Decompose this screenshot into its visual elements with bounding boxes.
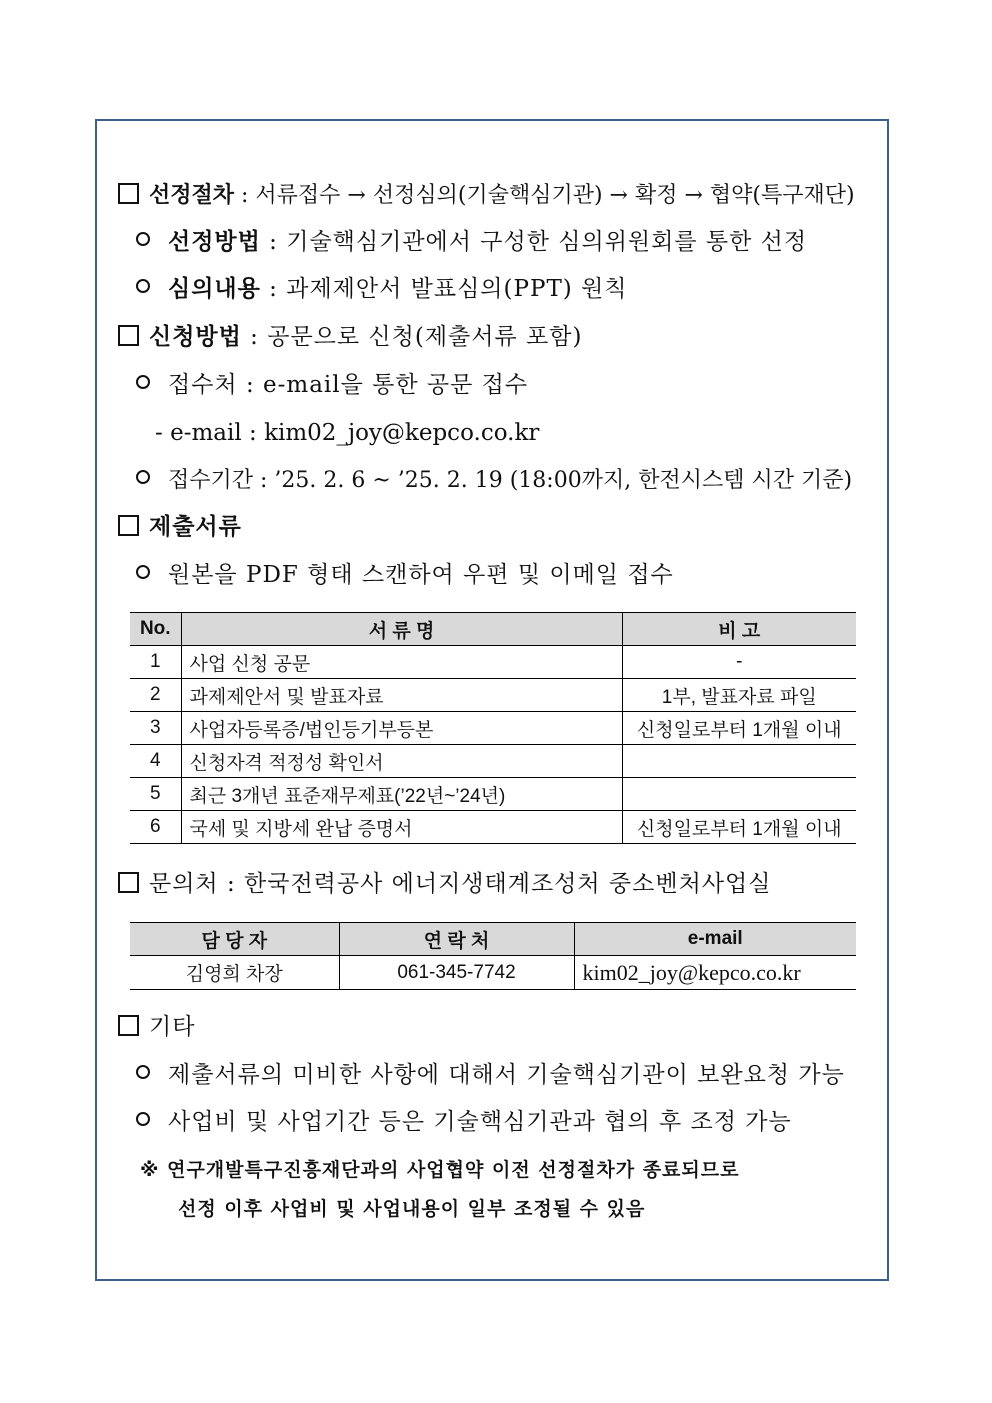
etc-item-1 <box>136 1060 845 1090</box>
selection-text: : 서류접수 → 선정심의(기술핵심기관) → 확정 → 협약(특구재단) <box>234 183 855 208</box>
table-row <box>130 646 856 679</box>
checkbox-icon <box>118 325 139 346</box>
bullet-circle-icon <box>136 470 150 484</box>
row-doc-name: 신청자격 적정성 확인서 <box>181 745 622 778</box>
selection-heading <box>118 180 855 211</box>
table-row <box>130 811 856 844</box>
checkbox-icon <box>118 872 139 893</box>
etc-title: 기타 <box>149 1014 196 1040</box>
selection-method <box>136 227 807 257</box>
etc-item-2-text: 사업비 및 사업기간 등은 기술핵심기관과 협의 후 조정 가능 <box>168 1109 792 1135</box>
apply-receiver <box>136 370 528 400</box>
row-remarks <box>622 745 856 778</box>
row-remarks: 신청일로부터 1개월 이내 <box>622 712 856 745</box>
checkbox-icon <box>118 183 139 204</box>
etc-note-line-2: 선정 이후 사업비 및 사업내용이 일부 조정될 수 있음 <box>178 1198 646 1220</box>
row-doc-name: 과제제안서 및 발표자료 <box>181 679 622 712</box>
row-no: 5 <box>130 778 181 811</box>
contact-table <box>130 922 856 990</box>
header-no: No. <box>130 613 181 646</box>
row-no: 1 <box>130 646 181 679</box>
contact-title: 문의처 : 한국전력공사 에너지생태계조성처 중소벤처사업실 <box>149 871 772 897</box>
bullet-circle-icon <box>136 565 150 579</box>
header-person: 담 당 자 <box>130 923 339 956</box>
selection-method-label: 선정방법 <box>168 228 261 255</box>
row-no: 3 <box>130 712 181 745</box>
documents-heading <box>118 512 242 542</box>
contact-email: kim02_joy@kepco.co.kr <box>574 956 856 990</box>
row-no: 4 <box>130 745 181 778</box>
table-row <box>130 778 856 811</box>
apply-heading <box>118 322 582 352</box>
table-row <box>130 956 856 990</box>
documents-table-header <box>130 613 856 646</box>
row-doc-name: 국세 및 지방세 완납 증명서 <box>181 811 622 844</box>
row-doc-name: 사업 신청 공문 <box>181 646 622 679</box>
documents-desc <box>136 560 674 590</box>
bullet-circle-icon <box>136 375 150 389</box>
apply-email: - e-mail : kim02_joy@kepco.co.kr <box>155 420 540 446</box>
header-email: e-mail <box>574 923 856 956</box>
documents-title: 제출서류 <box>149 513 242 540</box>
contact-phone: 061-345-7742 <box>339 956 574 990</box>
documents-text: 원본을 PDF 형태 스캔하여 우편 및 이메일 접수 <box>168 562 674 588</box>
etc-note-line-1: ※ 연구개발특구진흥재단과의 사업협약 이전 선정절차가 종료되므로 <box>140 1159 740 1181</box>
header-remarks: 비 고 <box>622 613 856 646</box>
row-remarks: 신청일로부터 1개월 이내 <box>622 811 856 844</box>
selection-review-label: 심의내용 <box>168 275 261 302</box>
selection-review <box>136 274 628 304</box>
selection-review-text: : 과제제안서 발표심의(PPT) 원칙 <box>260 276 628 302</box>
etc-item-2 <box>136 1107 792 1137</box>
bullet-circle-icon <box>136 232 150 246</box>
contact-person: 김영희 차장 <box>130 956 339 990</box>
apply-period-text: 접수기간 : ’25. 2. 6 ~ ’25. 2. 19 (18:00까지, 한전시스템 시간 기준) <box>168 468 853 493</box>
row-doc-name: 사업자등록증/법인등기부등본 <box>181 712 622 745</box>
row-remarks <box>622 778 856 811</box>
table-row <box>130 679 856 712</box>
bullet-circle-icon <box>136 279 150 293</box>
checkbox-icon <box>118 1015 139 1036</box>
selection-method-text: : 기술핵심기관에서 구성한 심의위원회를 통한 선정 <box>260 229 808 255</box>
selection-title: 선정절차 <box>149 182 235 208</box>
apply-receiver-text: 접수처 : e-mail을 통한 공문 접수 <box>168 372 529 398</box>
table-row <box>130 712 856 745</box>
documents-table <box>130 612 856 844</box>
row-no: 6 <box>130 811 181 844</box>
apply-title: 신청방법 <box>149 323 242 350</box>
bullet-circle-icon <box>136 1112 150 1126</box>
header-doc-name: 서 류 명 <box>181 613 622 646</box>
row-doc-name: 최근 3개년 표준재무제표(’22년~’24년) <box>181 778 622 811</box>
checkbox-icon <box>118 515 139 536</box>
etc-item-1-text: 제출서류의 미비한 사항에 대해서 기술핵심기관이 보완요청 가능 <box>168 1062 845 1088</box>
table-row <box>130 745 856 778</box>
row-remarks: - <box>622 646 856 679</box>
etc-heading <box>118 1012 195 1042</box>
apply-text: : 공문으로 신청(제출서류 포함) <box>241 324 583 350</box>
apply-period <box>136 466 852 496</box>
bullet-circle-icon <box>136 1065 150 1079</box>
row-remarks: 1부, 발표자료 파일 <box>622 679 856 712</box>
header-phone: 연 락 처 <box>339 923 574 956</box>
contact-table-header <box>130 923 856 956</box>
row-no: 2 <box>130 679 181 712</box>
contact-heading <box>118 869 771 899</box>
